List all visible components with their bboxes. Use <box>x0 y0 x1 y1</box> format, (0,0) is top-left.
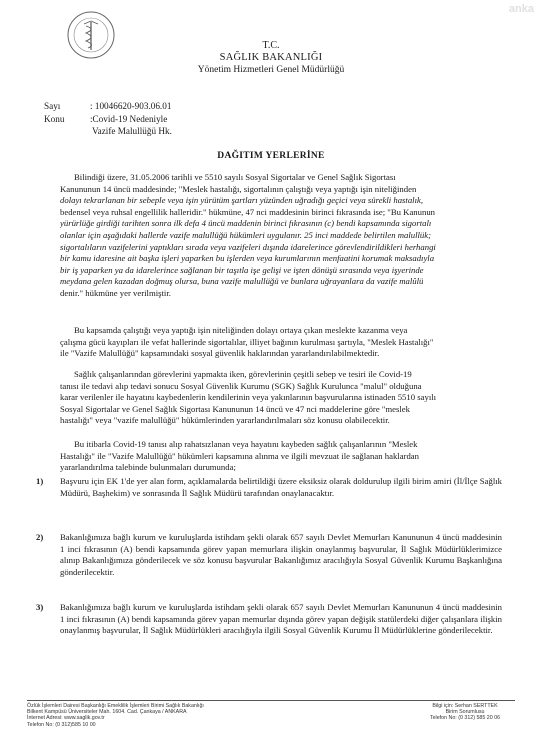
paragraph-line: Bu kapsamda çalıştığı veya yaptığı işin niteliğinden dolayı ortaya çıkan meslekte kazanma veya <box>74 325 408 335</box>
paragraph-line: sigortalıların vazifelerini yaptıkları sırada veya vazifeleri dışında idarelerince görevlendirildikleri herhangi <box>60 241 436 252</box>
paragraph-line: tanısı ile tedavi alıp tedavi sonucu Sosyal Güvenlik Kurumu (SGK) Sağlık Kurulunca "malul" olduğuna <box>60 380 422 391</box>
paragraph-line: yararlandırılma talebinde bulunmaları durumunda; <box>60 462 236 473</box>
paragraph-line: bir kamu idaresine ait başka işleri yaparken bu işlerden veya kurumlarının menfaatini korumak maksadıyla <box>60 253 435 264</box>
distribution-title: DAĞITIM YERLERİNE <box>217 151 325 161</box>
footer <box>27 700 515 728</box>
footer-line: Birim Sorumlusu <box>445 709 485 716</box>
paragraph-1 <box>60 172 502 300</box>
paragraph-2 <box>60 325 502 360</box>
paragraph-line: Hastalığı" ile "Vazife Malullüğü" hükümleri kapsamına alınma ve ilgili mevzuat ile sağlanan haklardan <box>60 450 419 461</box>
footer-contact <box>415 703 515 722</box>
footer-line: Özlük İşlemleri Dairesi Başkanlığı Emeklilik İşlemleri Birimi Sağlık Bakanlığı <box>27 703 204 709</box>
list-line: Bakanlığımıza bağlı kurum ve kuruluşlarda istihdam şekli olarak 657 sayılı Devlet Memurları <box>60 602 391 612</box>
konu-label: Konu <box>44 113 65 124</box>
list-line: onaylanmış başvurular, İl Sağlık Müdürlüklerimizce alınıp Bakanlığımıza gönderilecek ve söz <box>60 543 502 566</box>
footer-line: Bilkent Kampüsü Üniversiteler Mah. 1604. Cad. Çankaya / ANKARA <box>27 709 187 716</box>
sayi-value: : 10046620-903.06.01 <box>90 101 172 111</box>
paragraph-line: bir iş yaparken ya da idarelerince sağlanan bir taşıtla işe gelişi ve işten dönüşü sırasında veya işyerinde <box>60 264 424 275</box>
footer-line: İnternet Adresi: www.saglik.gov.tr <box>27 715 105 722</box>
paragraph-line: çalışma gücü kayıpları ile vefat hallerinde sigortalılar, illiyet bağının kurulması şartıyla, "Meslek Hastalığı" <box>60 336 434 347</box>
watermark: anka <box>508 3 534 15</box>
paragraph-4 <box>60 439 502 474</box>
paragraph-line: Bu itibarla Covid-19 tanısı alıp rahatsızlanan veya hayatını kaybeden sağlık çalışanlarının "Meslek <box>74 439 418 449</box>
list-line: aracılığıyla ilgili Sosyal Güvenlik Kurumu İl Müdürlüklerine gönderilecektir. <box>223 625 493 636</box>
header-tc: T.C. <box>262 40 280 51</box>
konu-value-continued: Vazife Malullüğü Hk. <box>92 126 172 136</box>
paragraph-line: hastalığı" veya "vazife malullüğü" hükümlerinden yararlandırılmaları söz konusu olabilecektir. <box>60 415 390 426</box>
list-number: 3) <box>36 602 44 612</box>
paragraph-line: Sağlık çalışanlarından görevlerini yapmakta iken, görevlerinin çeşitli sebep ve tesiri ile Covid-19 <box>74 369 412 379</box>
list-number: 1) <box>36 476 44 486</box>
footer-line: Telefon No: (0 312) 585 20 06 <box>429 715 501 722</box>
list-line: birim amiri (İl/İlçe Sağlık Müdürü, Başhekim) ve sonrasında İl Sağlık Müdürü tarafından <box>60 476 502 498</box>
header-directorate: Yönetim Hizmetleri Genel Müdürlüğü <box>197 65 345 75</box>
paragraph-line: denir." hükmüne yer verilmiştir. <box>60 287 171 298</box>
paragraph-line: meydana gelen kazadan doğmuş olursa, buna vazife malullüğü ve bunlara uğrayanlara da vazife malûlü <box>60 276 424 287</box>
list-line: Başvuru için EK 1'de yer alan form, açıklamalarda belirtildiği üzere eksiksiz olarak doldurulup ilgili <box>60 476 410 486</box>
paragraph-line: ile "Vazife Malullüğü" kapsamındaki sosyal güvenlik haklarından yararlandırılabilmektedir. <box>60 348 380 359</box>
paragraph-line: bedensel veya ruhsal engellilik halleridir." hükmüne, 47 nci maddesinin birinci fıkrasında ise; "Bu Kanunun <box>60 206 436 217</box>
paragraph-line: dolayı tekrarlanan bir sebeple veya işin yürütüm şartları yüzünden uğradığı geçici veya sürekli hastalık, <box>60 195 424 206</box>
list-line: görev yapan değişik statülerdeki diğer çalışanlara ilişkin onaylanmış başvurular, İl Sağlık Müdürlükleri <box>60 613 503 636</box>
paragraph-line: yürürlüğe girdiği tarihten sonra ilk defa 4 üncü maddenin birinci fıkrasının (c) bendi kapsamında sigortalı <box>60 218 432 229</box>
konu-value: :Covid-19 Nedeniyle <box>90 113 168 124</box>
sayi-label: Sayı <box>44 101 61 111</box>
footer-line: Telefon No: (0 312)585 10 00 <box>27 721 96 728</box>
paragraph-line: Kanununun 14 üncü maddesinde; "Meslek hastalığı, sigortalının çalıştığı veya yaptığı işin niteliğinden <box>60 183 417 194</box>
list-line: Kanununun 4 üncü maddesinin 1 inci fıkrasının (A) bendi kapsamında görev yapan memurlar dışında <box>60 602 503 624</box>
paragraph-3 <box>60 369 502 427</box>
footer-address <box>27 703 204 728</box>
list-line: onaylanacaktır. <box>281 487 335 498</box>
list-line: Kanununun 4 üncü maddesinin 1 inci fıkrasının (A) bendi kapsamında görev yapan memurlara ilişkin <box>60 532 503 554</box>
paragraph-line: karar verilenler ile hayatını kaybedenlerin kendilerinin veya yakınlarının başvurularına istinaden 5510 sayılı <box>60 392 437 403</box>
paragraph-line: Sosyal Sigortalar ve Genel Sağlık Sigortası Kanununun 14 üncü ve 47 nci maddelerine göre "meslek <box>60 403 411 414</box>
list-number: 2) <box>36 532 44 542</box>
list-line: Bakanlığımıza bağlı kurum ve kuruluşlarda istihdam şekli olarak 657 sayılı Devlet Memurları <box>60 532 391 542</box>
header-ministry: SAĞLIK BAKANLIĞI <box>219 52 323 63</box>
list-line: konusu başvurular Bakanlığımız aracılığıyla Sosyal Güvenlik Kurumu Başkanlığına gönderilecektir. <box>60 555 502 577</box>
paragraph-line: Bilindiği üzere, 31.05.2006 tarihli ve 5510 sayılı Sosyal Sigortalar ve Genel Sağlık Sigortası <box>74 172 396 182</box>
paragraph-line: olanlar için aşağıdaki hallerde vazife malullüğü hükümleri uygulanır. 25 inci maddede belirtilen malullük; <box>60 229 432 240</box>
footer-line: Bilgi için: Serhan SERTTEK <box>432 703 498 709</box>
